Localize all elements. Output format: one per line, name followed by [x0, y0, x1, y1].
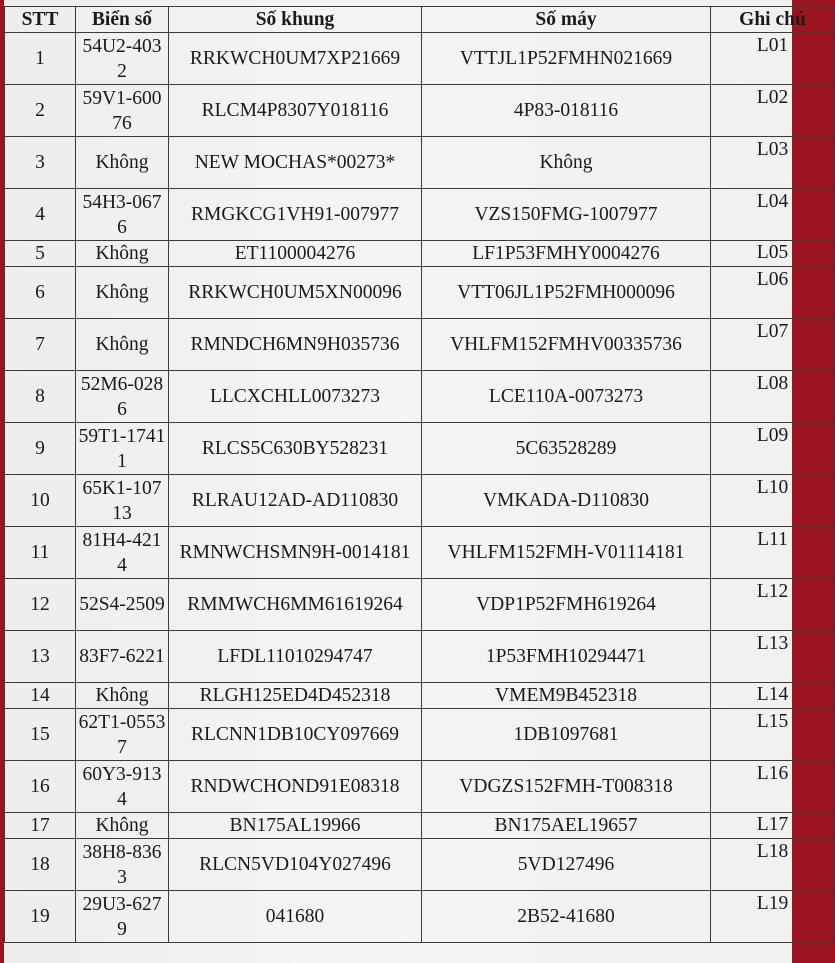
cell-so-khung: RLCS5C630BY528231	[169, 423, 422, 475]
table-row	[5, 319, 835, 371]
cell-ghi-chu: L14	[711, 683, 835, 709]
cell-so-may: VDGZS152FMH-T008318	[422, 761, 711, 813]
cell-bien-so: 59T1-17411	[76, 423, 169, 475]
cell-ghi-chu: L03	[711, 137, 835, 189]
header-stt: STT	[5, 7, 76, 33]
cell-stt: 19	[5, 891, 76, 943]
cell-so-may: 1DB1097681	[422, 709, 711, 761]
cell-so-may: VZS150FMG-1007977	[422, 189, 711, 241]
table-row	[5, 813, 835, 839]
cell-so-may: 2B52-41680	[422, 891, 711, 943]
cell-ghi-chu: L15	[711, 709, 835, 761]
table-body	[5, 33, 835, 943]
cell-so-khung: RMMWCH6MM61619264	[169, 579, 422, 631]
vehicle-table	[4, 6, 835, 943]
cell-ghi-chu: L05	[711, 241, 835, 267]
cell-so-khung: RMGKCG1VH91-007977	[169, 189, 422, 241]
cell-stt: 3	[5, 137, 76, 189]
cell-bien-so: 29U3-6279	[76, 891, 169, 943]
cell-stt: 11	[5, 527, 76, 579]
cell-bien-so: Không	[76, 241, 169, 267]
cell-ghi-chu: L08	[711, 371, 835, 423]
cell-so-may: VMEM9B452318	[422, 683, 711, 709]
cell-stt: 18	[5, 839, 76, 891]
cell-stt: 10	[5, 475, 76, 527]
cell-so-may: VDP1P52FMH619264	[422, 579, 711, 631]
cell-ghi-chu: L02	[711, 85, 835, 137]
cell-ghi-chu: L01	[711, 33, 835, 85]
cell-so-may: Không	[422, 137, 711, 189]
cell-stt: 7	[5, 319, 76, 371]
cell-so-khung: RLCM4P8307Y018116	[169, 85, 422, 137]
cell-so-khung: 041680	[169, 891, 422, 943]
cell-so-may: LCE110A-0073273	[422, 371, 711, 423]
table-row	[5, 371, 835, 423]
cell-ghi-chu: L19	[711, 891, 835, 943]
header-bien-so: Biển số	[76, 7, 169, 33]
table-row	[5, 527, 835, 579]
cell-bien-so: 60Y3-9134	[76, 761, 169, 813]
cell-so-may: VTTJL1P52FMHN021669	[422, 33, 711, 85]
cell-ghi-chu: L07	[711, 319, 835, 371]
cell-bien-so: 59V1-60076	[76, 85, 169, 137]
table-row	[5, 423, 835, 475]
cell-so-khung: LFDL11010294747	[169, 631, 422, 683]
cell-so-khung: RLRAU12AD-AD110830	[169, 475, 422, 527]
cell-bien-so: Không	[76, 137, 169, 189]
cell-so-may: 4P83-018116	[422, 85, 711, 137]
cell-stt: 15	[5, 709, 76, 761]
cell-so-may: 5VD127496	[422, 839, 711, 891]
cell-so-may: BN175AEL19657	[422, 813, 711, 839]
cell-so-khung: NEW MOCHAS*00273*	[169, 137, 422, 189]
cell-so-khung: BN175AL19966	[169, 813, 422, 839]
cell-bien-so: 81H4-4214	[76, 527, 169, 579]
header-row	[5, 7, 835, 33]
cell-so-khung: RLGH125ED4D452318	[169, 683, 422, 709]
table-row	[5, 267, 835, 319]
cell-so-may: VHLFM152FMH-V01114181	[422, 527, 711, 579]
cell-bien-so: 62T1-05537	[76, 709, 169, 761]
header-so-may: Số máy	[422, 7, 711, 33]
cell-ghi-chu: L11	[711, 527, 835, 579]
cell-ghi-chu: L09	[711, 423, 835, 475]
table-row	[5, 33, 835, 85]
table-row	[5, 709, 835, 761]
table-row	[5, 241, 835, 267]
cell-ghi-chu: L17	[711, 813, 835, 839]
cell-stt: 4	[5, 189, 76, 241]
cell-so-khung: RRKWCH0UM7XP21669	[169, 33, 422, 85]
cell-stt: 14	[5, 683, 76, 709]
cell-bien-so: Không	[76, 813, 169, 839]
cell-ghi-chu: L16	[711, 761, 835, 813]
cell-ghi-chu: L04	[711, 189, 835, 241]
cell-so-khung: LLCXCHLL0073273	[169, 371, 422, 423]
cell-so-may: 1P53FMH10294471	[422, 631, 711, 683]
header-so-khung: Số khung	[169, 7, 422, 33]
cell-so-may: VMKADA-D110830	[422, 475, 711, 527]
cell-so-khung: RMNWCHSMN9H-0014181	[169, 527, 422, 579]
cell-ghi-chu: L06	[711, 267, 835, 319]
cell-ghi-chu: L13	[711, 631, 835, 683]
cell-so-khung: ET1100004276	[169, 241, 422, 267]
cell-bien-so: Không	[76, 683, 169, 709]
cell-stt: 16	[5, 761, 76, 813]
cell-stt: 6	[5, 267, 76, 319]
header-ghi-chu: Ghi chú	[711, 7, 835, 33]
table-row	[5, 475, 835, 527]
cell-so-may: LF1P53FMHY0004276	[422, 241, 711, 267]
cell-bien-so: 54H3-0676	[76, 189, 169, 241]
cell-bien-so: 52M6-0286	[76, 371, 169, 423]
cell-ghi-chu: L18	[711, 839, 835, 891]
cell-ghi-chu: L12	[711, 579, 835, 631]
cell-stt: 1	[5, 33, 76, 85]
table-row	[5, 891, 835, 943]
cell-stt: 8	[5, 371, 76, 423]
cell-bien-so: 38H8-8363	[76, 839, 169, 891]
table-row	[5, 579, 835, 631]
cell-stt: 12	[5, 579, 76, 631]
table-row	[5, 761, 835, 813]
cell-bien-so: 54U2-4032	[76, 33, 169, 85]
cell-bien-so: Không	[76, 319, 169, 371]
table-row	[5, 85, 835, 137]
document-page	[4, 0, 806, 963]
cell-so-may: VHLFM152FMHV00335736	[422, 319, 711, 371]
cell-so-khung: RLCNN1DB10CY097669	[169, 709, 422, 761]
cell-stt: 5	[5, 241, 76, 267]
cell-bien-so: 65K1-10713	[76, 475, 169, 527]
table-row	[5, 137, 835, 189]
cell-so-khung: RLCN5VD104Y027496	[169, 839, 422, 891]
cell-stt: 13	[5, 631, 76, 683]
table-row	[5, 189, 835, 241]
cell-bien-so: 83F7-6221	[76, 631, 169, 683]
table-row	[5, 683, 835, 709]
table-row	[5, 839, 835, 891]
cell-ghi-chu: L10	[711, 475, 835, 527]
cell-bien-so: 52S4-2509	[76, 579, 169, 631]
cell-so-khung: RNDWCHOND91E08318	[169, 761, 422, 813]
cell-stt: 17	[5, 813, 76, 839]
cell-so-khung: RRKWCH0UM5XN00096	[169, 267, 422, 319]
cell-so-khung: RMNDCH6MN9H035736	[169, 319, 422, 371]
cell-bien-so: Không	[76, 267, 169, 319]
table-row	[5, 631, 835, 683]
cell-so-may: VTT06JL1P52FMH000096	[422, 267, 711, 319]
cell-stt: 9	[5, 423, 76, 475]
cell-stt: 2	[5, 85, 76, 137]
cell-so-may: 5C63528289	[422, 423, 711, 475]
